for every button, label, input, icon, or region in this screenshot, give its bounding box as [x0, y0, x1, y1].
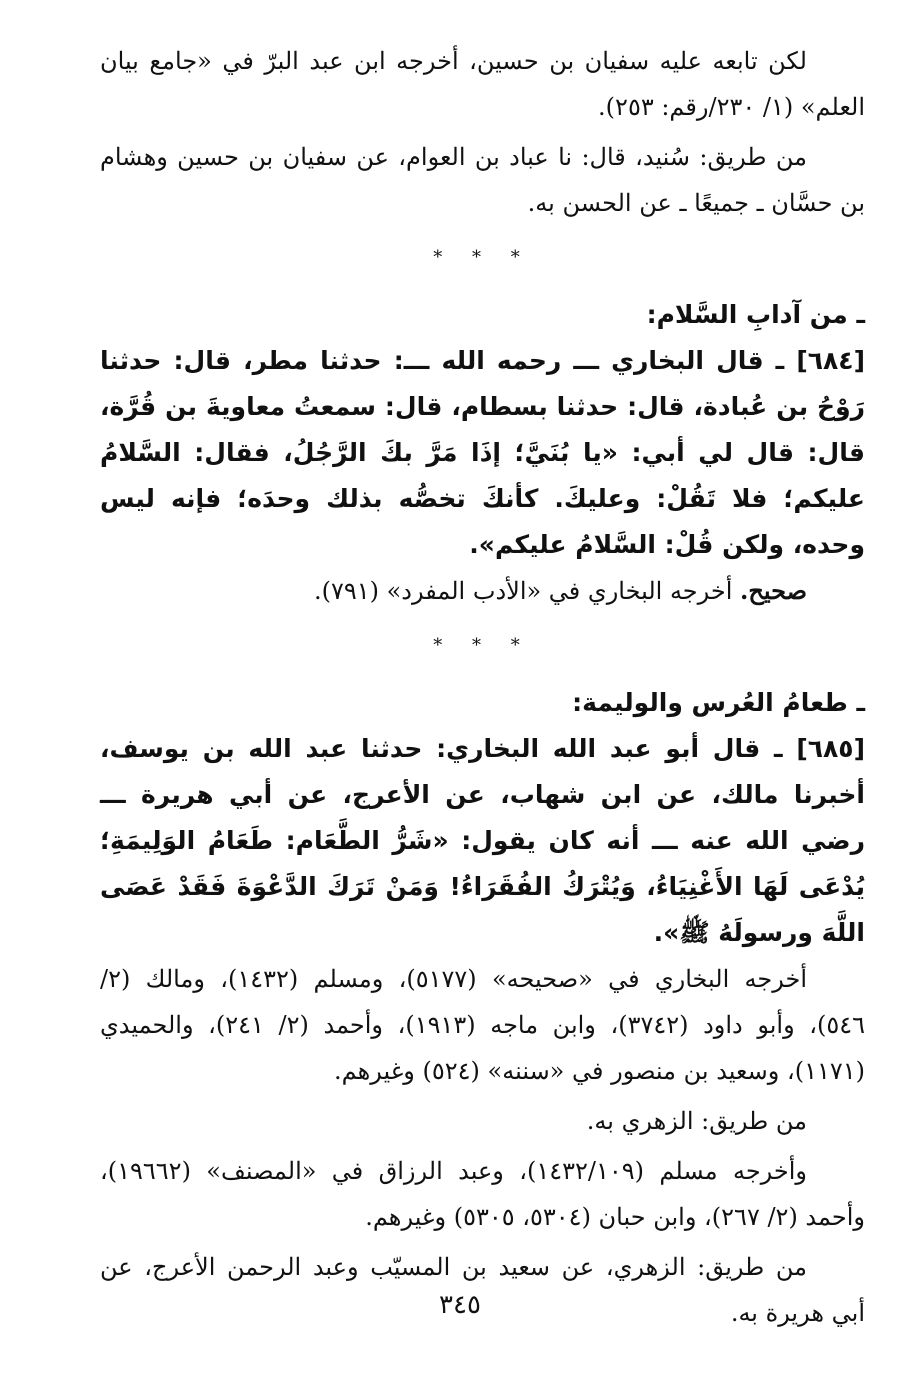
section-separator: * * * [433, 635, 532, 656]
section-separator: * * * [433, 247, 532, 268]
takhrij-paragraph-3: وأخرجه مسلم (١٤٣٢/١٠٩)، وعبد الرزاق في «المصنف» (١٩٦٦٢)، وأحمد (٢/ ٢٦٧)، وابن حبان (٥٣٠٤، ٥٣٠٥) وغيرهم. [100, 1157, 865, 1231]
paragraph-tariq-sunayd: من طريق: سُنيد، قال: نا عباد بن العوام، عن سفيان بن حسين وهشام بن حسَّان ـ جميعًا ـ عن الحسن به. [100, 143, 865, 217]
hadith-684: [٦٨٤] ـ قال البخاري ـــ رحمه الله ـــ: حدثنا مطر، قال: حدثنا رَوْحُ بن عُبادة، قال: حدثنا بسطام، قال: سمعتُ معاويةَ بن قُرَّة، قال: قال لي أبي: «يا بُنَيَّ؛ إذَا مَرَّ بكَ الرَّجُلُ، فقال: السَّلامُ عليكم؛ فلا تَقُلْ: وعليكَ. كأنكَ تخصُّه بذلك وحدَه؛ فإنه ليس وحده، ولكن قُلْ: السَّلامُ عليكم». [100, 346, 865, 559]
hadith-685: [٦٨٥] ـ قال أبو عبد الله البخاري: حدثنا عبد الله بن يوسف، أخبرنا مالك، عن ابن شهاب، عن الأعرج، عن أبي هريرة ـــ رضي الله عنه ـــ أنه كان يقول: «شَرُّ الطَّعَام: طَعَامُ الوَلِيمَةِ؛ يُدْعَى لَهَا الأَغْنِيَاءُ، وَيُتْرَكُ الفُقَرَاءُ! وَمَنْ تَرَكَ الدَّعْوَةَ فَقَدْ عَصَى اللَّهَ ورسولَهُ ﷺ». [100, 734, 865, 947]
text-column [100, 38, 865, 1340]
section-heading-salam: ـ من آدابِ السَّلام: [646, 300, 865, 329]
grade-line-684 [100, 568, 865, 614]
grade-note: أخرجه البخاري في «الأدب المفرد» (٧٩١). [313, 577, 741, 605]
paragraph-mutabaa: لكن تابعه عليه سفيان بن حسين، أخرجه ابن عبد البرّ في «جامع بيان العلم» (١/ ٢٣٠/رقم: ٢٥٣). [100, 47, 865, 121]
section-heading-walima: ـ طعامُ العُرس والوليمة: [572, 688, 865, 717]
takhrij-paragraph-1: أخرجه البخاري في «صحيحه» (٥١٧٧)، ومسلم (١٤٣٢)، ومالك (٢/ ٥٤٦)، وأبو داود (٣٧٤٢)، وابن ماجه (١٩١٣)، وأحمد (٢/ ٢٤١)، والحميدي (١١٧١)، وسعيد بن منصور في «سننه» (٥٢٤) وغيرهم. [100, 965, 866, 1085]
takhrij-paragraph-4: من طريق: الزهري، عن سعيد بن المسيّب وعبد الرحمن الأعرج، عن أبي هريرة به. [100, 1253, 865, 1327]
takhrij-paragraph-2: من طريق: الزهري به. [586, 1107, 807, 1135]
page-number: ٣٤٥ [439, 1290, 481, 1320]
grade-label: صحيح. [740, 576, 807, 605]
